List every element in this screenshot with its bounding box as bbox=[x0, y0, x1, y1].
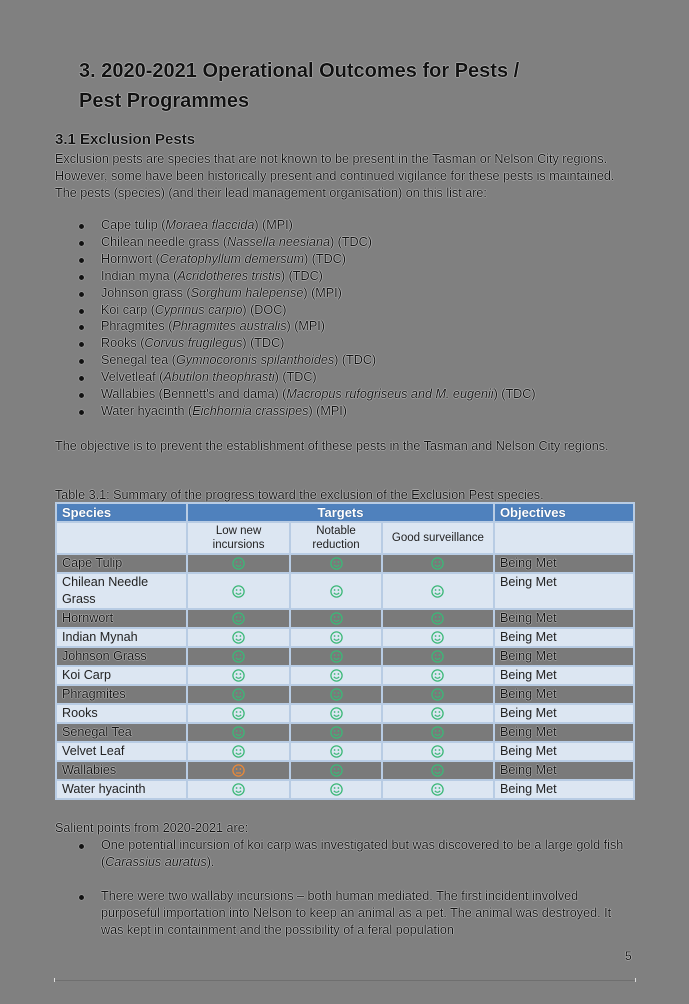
neutral-face-icon bbox=[232, 764, 245, 777]
objective-status-cell: Being Met bbox=[494, 685, 634, 704]
salient-text: One potential incursion of koi carp was investigated but was discovered to be a large gold fish ( bbox=[101, 838, 624, 869]
pest-common-name: Indian myna bbox=[101, 268, 170, 283]
notable-reduction-cell bbox=[290, 742, 382, 761]
pest-lead-org: (TDC) bbox=[282, 370, 317, 385]
pest-lead-org: (TDC) bbox=[288, 268, 323, 283]
pest-list-item: Cape tulip (Moraea flaccida) (MPI) bbox=[55, 217, 536, 234]
salient-points-list bbox=[55, 837, 635, 956]
low-new-incursions-cell bbox=[187, 685, 290, 704]
pest-common-name: Water hyacinth bbox=[101, 403, 185, 418]
good-surveillance-cell bbox=[382, 628, 494, 647]
smiley-face-icon bbox=[330, 669, 343, 682]
pest-scientific-name: Moraea flaccida bbox=[165, 218, 255, 232]
smiley-face-icon bbox=[330, 783, 343, 796]
smiley-face-icon bbox=[431, 612, 444, 625]
low-new-incursions-cell bbox=[187, 609, 290, 628]
good-surveillance-cell bbox=[382, 647, 494, 666]
smiley-face-icon bbox=[431, 631, 444, 644]
pest-common-name: Velvetleaf bbox=[101, 370, 156, 385]
smiley-face-icon bbox=[330, 650, 343, 663]
table-header-row bbox=[56, 503, 634, 522]
section-title: 3.1 Exclusion Pests bbox=[55, 131, 196, 148]
smiley-face-icon bbox=[232, 688, 245, 701]
good-surveillance-cell bbox=[382, 554, 494, 573]
smiley-face-icon bbox=[232, 745, 245, 758]
smiley-face-icon bbox=[232, 783, 245, 796]
pest-list-item: Koi carp (Cyprinus carpio) (DOC) bbox=[55, 302, 536, 319]
species-cell: Cape Tulip bbox=[56, 554, 187, 573]
table-row bbox=[56, 647, 634, 666]
pest-scientific-name: Eichhornia crassipes bbox=[192, 403, 309, 418]
good-surveillance-cell bbox=[382, 573, 494, 609]
exclusion-pest-table bbox=[55, 502, 635, 800]
page-title-line1: 3. 2020-2021 Operational Outcomes for Pests / bbox=[79, 60, 520, 82]
good-surveillance-cell bbox=[382, 723, 494, 742]
pest-scientific-name: Cyprinus carpio bbox=[154, 302, 243, 317]
smiley-face-icon bbox=[330, 612, 343, 625]
pest-lead-org: (TDC) bbox=[341, 353, 377, 368]
smiley-face-icon bbox=[232, 707, 245, 720]
table-row bbox=[56, 742, 634, 761]
notable-reduction-cell bbox=[290, 723, 382, 742]
smiley-face-icon bbox=[232, 669, 245, 682]
pest-lead-org: (TDC) bbox=[311, 251, 346, 266]
pest-scientific-name: Macropus rufogriseus and M. eugenii bbox=[286, 387, 494, 402]
pest-list-item: Wallabies (Bennett's and dama) (Macropus rufogriseus and M. eugenii) (TDC) bbox=[55, 386, 536, 403]
notable-reduction-cell bbox=[290, 647, 382, 666]
pest-scientific-name: Phragmites australis bbox=[172, 319, 287, 334]
footer-divider bbox=[54, 980, 636, 981]
objective-status-cell: Being Met bbox=[494, 761, 634, 780]
species-cell: Velvet Leaf bbox=[56, 742, 187, 761]
table-row bbox=[56, 723, 634, 742]
notable-reduction-cell bbox=[290, 573, 382, 609]
objective-status-cell: Being Met bbox=[494, 704, 634, 723]
smiley-face-icon bbox=[431, 783, 444, 796]
subheader-notable-reduction: Notable reduction bbox=[290, 522, 382, 554]
notable-reduction-cell bbox=[290, 628, 382, 647]
table-row bbox=[56, 628, 634, 647]
good-surveillance-cell bbox=[382, 780, 494, 799]
low-new-incursions-cell bbox=[187, 723, 290, 742]
pest-common-name: Hornwort bbox=[101, 251, 153, 266]
header-objectives: Objectives bbox=[494, 503, 634, 522]
species-cell: Water hyacinth bbox=[56, 780, 187, 799]
notable-reduction-cell bbox=[290, 666, 382, 685]
low-new-incursions-cell bbox=[187, 666, 290, 685]
smiley-face-icon bbox=[431, 557, 444, 570]
species-cell: Indian Mynah bbox=[56, 628, 187, 647]
good-surveillance-cell bbox=[382, 685, 494, 704]
smiley-face-icon bbox=[431, 688, 444, 701]
table-caption: Table 3.1: Summary of the progress toward the exclusion of the Exclusion Pest species. bbox=[55, 488, 544, 502]
pest-lead-org: (MPI) bbox=[316, 403, 347, 418]
salient-point bbox=[55, 888, 635, 939]
objective-status-cell: Being Met bbox=[494, 780, 634, 799]
pest-common-name: Rooks bbox=[101, 336, 137, 351]
low-new-incursions-cell bbox=[187, 780, 290, 799]
salient-point bbox=[55, 837, 635, 871]
notable-reduction-cell bbox=[290, 554, 382, 573]
pest-list-item: Johnson grass (Sorghum halepense) (MPI) bbox=[55, 285, 536, 302]
header-targets: Targets bbox=[187, 503, 494, 522]
objective-status-cell: Being Met bbox=[494, 666, 634, 685]
pest-scientific-name: Nassella neesiana bbox=[227, 234, 330, 249]
pest-list-item: Chilean needle grass (Nassella neesiana) (TDC) bbox=[55, 234, 536, 251]
low-new-incursions-cell bbox=[187, 573, 290, 609]
pest-lead-org: (TDC) bbox=[337, 234, 372, 249]
pest-lead-org: (MPI) bbox=[294, 319, 325, 334]
objective-status-cell: Being Met bbox=[494, 554, 634, 573]
species-cell: Johnson Grass bbox=[56, 647, 187, 666]
salient-text-after: ). bbox=[206, 854, 215, 869]
species-cell: Rooks bbox=[56, 704, 187, 723]
smiley-face-icon bbox=[431, 726, 444, 739]
pest-common-name: Chilean needle grass bbox=[101, 234, 220, 249]
smiley-face-icon bbox=[330, 726, 343, 739]
salient-text: There were two wallaby incursions – both human mediated. The first incident involved purposeful importation into Nelson to keep an animal as a pet. The animal was destroyed. It was kept in containment and the possibility of a feral population bbox=[101, 888, 612, 937]
table-row bbox=[56, 666, 634, 685]
objective-status-cell: Being Met bbox=[494, 628, 634, 647]
table-row bbox=[56, 704, 634, 723]
pest-common-name: Johnson grass bbox=[101, 285, 183, 300]
smiley-face-icon bbox=[431, 669, 444, 682]
header-species: Species bbox=[56, 503, 187, 522]
smiley-face-icon bbox=[232, 726, 245, 739]
good-surveillance-cell bbox=[382, 704, 494, 723]
intro-paragraph: Exclusion pests are species that are not known to be present in the Tasman or Nelson City regions. However, some have been historically present and continued vigilance for these pests is maintained. The pests (species) (and their lead management organisation) on this list are: bbox=[55, 152, 615, 200]
pest-list-item: Water hyacinth (Eichhornia crassipes) (MPI) bbox=[55, 403, 536, 420]
pest-scientific-name: Acridotheres tristis bbox=[177, 268, 281, 283]
subheader-empty-objectives bbox=[494, 522, 634, 554]
pest-list-item: Phragmites (Phragmites australis) (MPI) bbox=[55, 318, 536, 335]
objective-status-cell: Being Met bbox=[494, 573, 634, 609]
smiley-face-icon bbox=[232, 650, 245, 663]
smiley-face-icon bbox=[431, 764, 444, 777]
objective-status-cell: Being Met bbox=[494, 742, 634, 761]
pest-lead-org: (MPI) bbox=[311, 285, 342, 300]
notable-reduction-cell bbox=[290, 761, 382, 780]
pest-lead-org: (TDC) bbox=[250, 336, 285, 351]
smiley-face-icon bbox=[232, 585, 245, 598]
low-new-incursions-cell bbox=[187, 647, 290, 666]
smiley-face-icon bbox=[330, 631, 343, 644]
species-cell: Koi Carp bbox=[56, 666, 187, 685]
notable-reduction-cell bbox=[290, 780, 382, 799]
good-surveillance-cell bbox=[382, 742, 494, 761]
smiley-face-icon bbox=[330, 707, 343, 720]
species-cell: Chilean Needle Grass bbox=[56, 573, 187, 609]
pest-list-item: Indian myna (Acridotheres tristis) (TDC) bbox=[55, 268, 536, 285]
pest-list-item: Hornwort (Ceratophyllum demersum) (TDC) bbox=[55, 251, 536, 268]
objective-status-cell: Being Met bbox=[494, 647, 634, 666]
pest-lead-org: (TDC) bbox=[501, 387, 536, 402]
smiley-face-icon bbox=[232, 631, 245, 644]
table-subheader-row bbox=[56, 522, 634, 554]
table-row bbox=[56, 554, 634, 573]
pest-scientific-name: Gymnocoronis spilanthoides bbox=[175, 353, 335, 368]
pest-scientific-name: Corvus frugilegus bbox=[144, 336, 243, 351]
pest-common-name: Koi carp bbox=[101, 302, 148, 317]
low-new-incursions-cell bbox=[187, 628, 290, 647]
smiley-face-icon bbox=[431, 585, 444, 598]
table-row bbox=[56, 761, 634, 780]
smiley-face-icon bbox=[330, 557, 343, 570]
notable-reduction-cell bbox=[290, 704, 382, 723]
pest-lead-org: (MPI) bbox=[262, 218, 293, 232]
table-row bbox=[56, 573, 634, 609]
notable-reduction-cell bbox=[290, 609, 382, 628]
pest-lead-org: (DOC) bbox=[250, 302, 287, 317]
smiley-face-icon bbox=[232, 557, 245, 570]
objective-paragraph: The objective is to prevent the establishment of these pests in the Tasman and Nelson City regions. bbox=[55, 439, 609, 453]
species-cell: Wallabies bbox=[56, 761, 187, 780]
table-row bbox=[56, 685, 634, 704]
good-surveillance-cell bbox=[382, 761, 494, 780]
smiley-face-icon bbox=[431, 650, 444, 663]
species-cell: Phragmites bbox=[56, 685, 187, 704]
species-cell: Hornwort bbox=[56, 609, 187, 628]
pest-common-name: Cape tulip bbox=[101, 218, 158, 232]
objective-status-cell: Being Met bbox=[494, 723, 634, 742]
smiley-face-icon bbox=[330, 688, 343, 701]
objective-status-cell: Being Met bbox=[494, 609, 634, 628]
smiley-face-icon bbox=[330, 745, 343, 758]
smiley-face-icon bbox=[330, 764, 343, 777]
pest-scientific-name: Abutilon theophrasti bbox=[163, 370, 275, 385]
notable-reduction-cell bbox=[290, 685, 382, 704]
pest-scientific-name: Ceratophyllum demersum bbox=[159, 251, 304, 266]
smiley-face-icon bbox=[431, 707, 444, 720]
pest-common-name: Wallabies (Bennett's and dama) bbox=[101, 387, 279, 402]
pest-list-item: Velvetleaf (Abutilon theophrasti) (TDC) bbox=[55, 369, 536, 386]
table-row bbox=[56, 780, 634, 799]
low-new-incursions-cell bbox=[187, 742, 290, 761]
smiley-face-icon bbox=[431, 745, 444, 758]
pest-common-name: Senegal tea bbox=[101, 353, 169, 368]
species-cell: Senegal Tea bbox=[56, 723, 187, 742]
good-surveillance-cell bbox=[382, 666, 494, 685]
page-title bbox=[79, 56, 639, 116]
smiley-face-icon bbox=[330, 585, 343, 598]
low-new-incursions-cell bbox=[187, 761, 290, 780]
subheader-empty bbox=[56, 522, 187, 554]
low-new-incursions-cell bbox=[187, 554, 290, 573]
pest-list-item: Rooks (Corvus frugilegus) (TDC) bbox=[55, 335, 536, 352]
pest-list bbox=[55, 217, 536, 420]
good-surveillance-cell bbox=[382, 609, 494, 628]
subheader-good-surveillance: Good surveillance bbox=[382, 522, 494, 554]
pest-scientific-name: Sorghum halepense bbox=[190, 285, 304, 300]
salient-intro: Salient points from 2020-2021 are: bbox=[55, 821, 249, 835]
page-number: 5 bbox=[625, 949, 632, 963]
subheader-low-new-incursions: Low new incursions bbox=[187, 522, 290, 554]
page-title-line2: Pest Programmes bbox=[79, 90, 250, 112]
table-row bbox=[56, 609, 634, 628]
pest-list-item: Senegal tea (Gymnocoronis spilanthoides) (TDC) bbox=[55, 352, 536, 369]
low-new-incursions-cell bbox=[187, 704, 290, 723]
smiley-face-icon bbox=[232, 612, 245, 625]
salient-italic: Carassius auratus bbox=[105, 854, 207, 869]
pest-common-name: Phragmites bbox=[101, 319, 165, 334]
